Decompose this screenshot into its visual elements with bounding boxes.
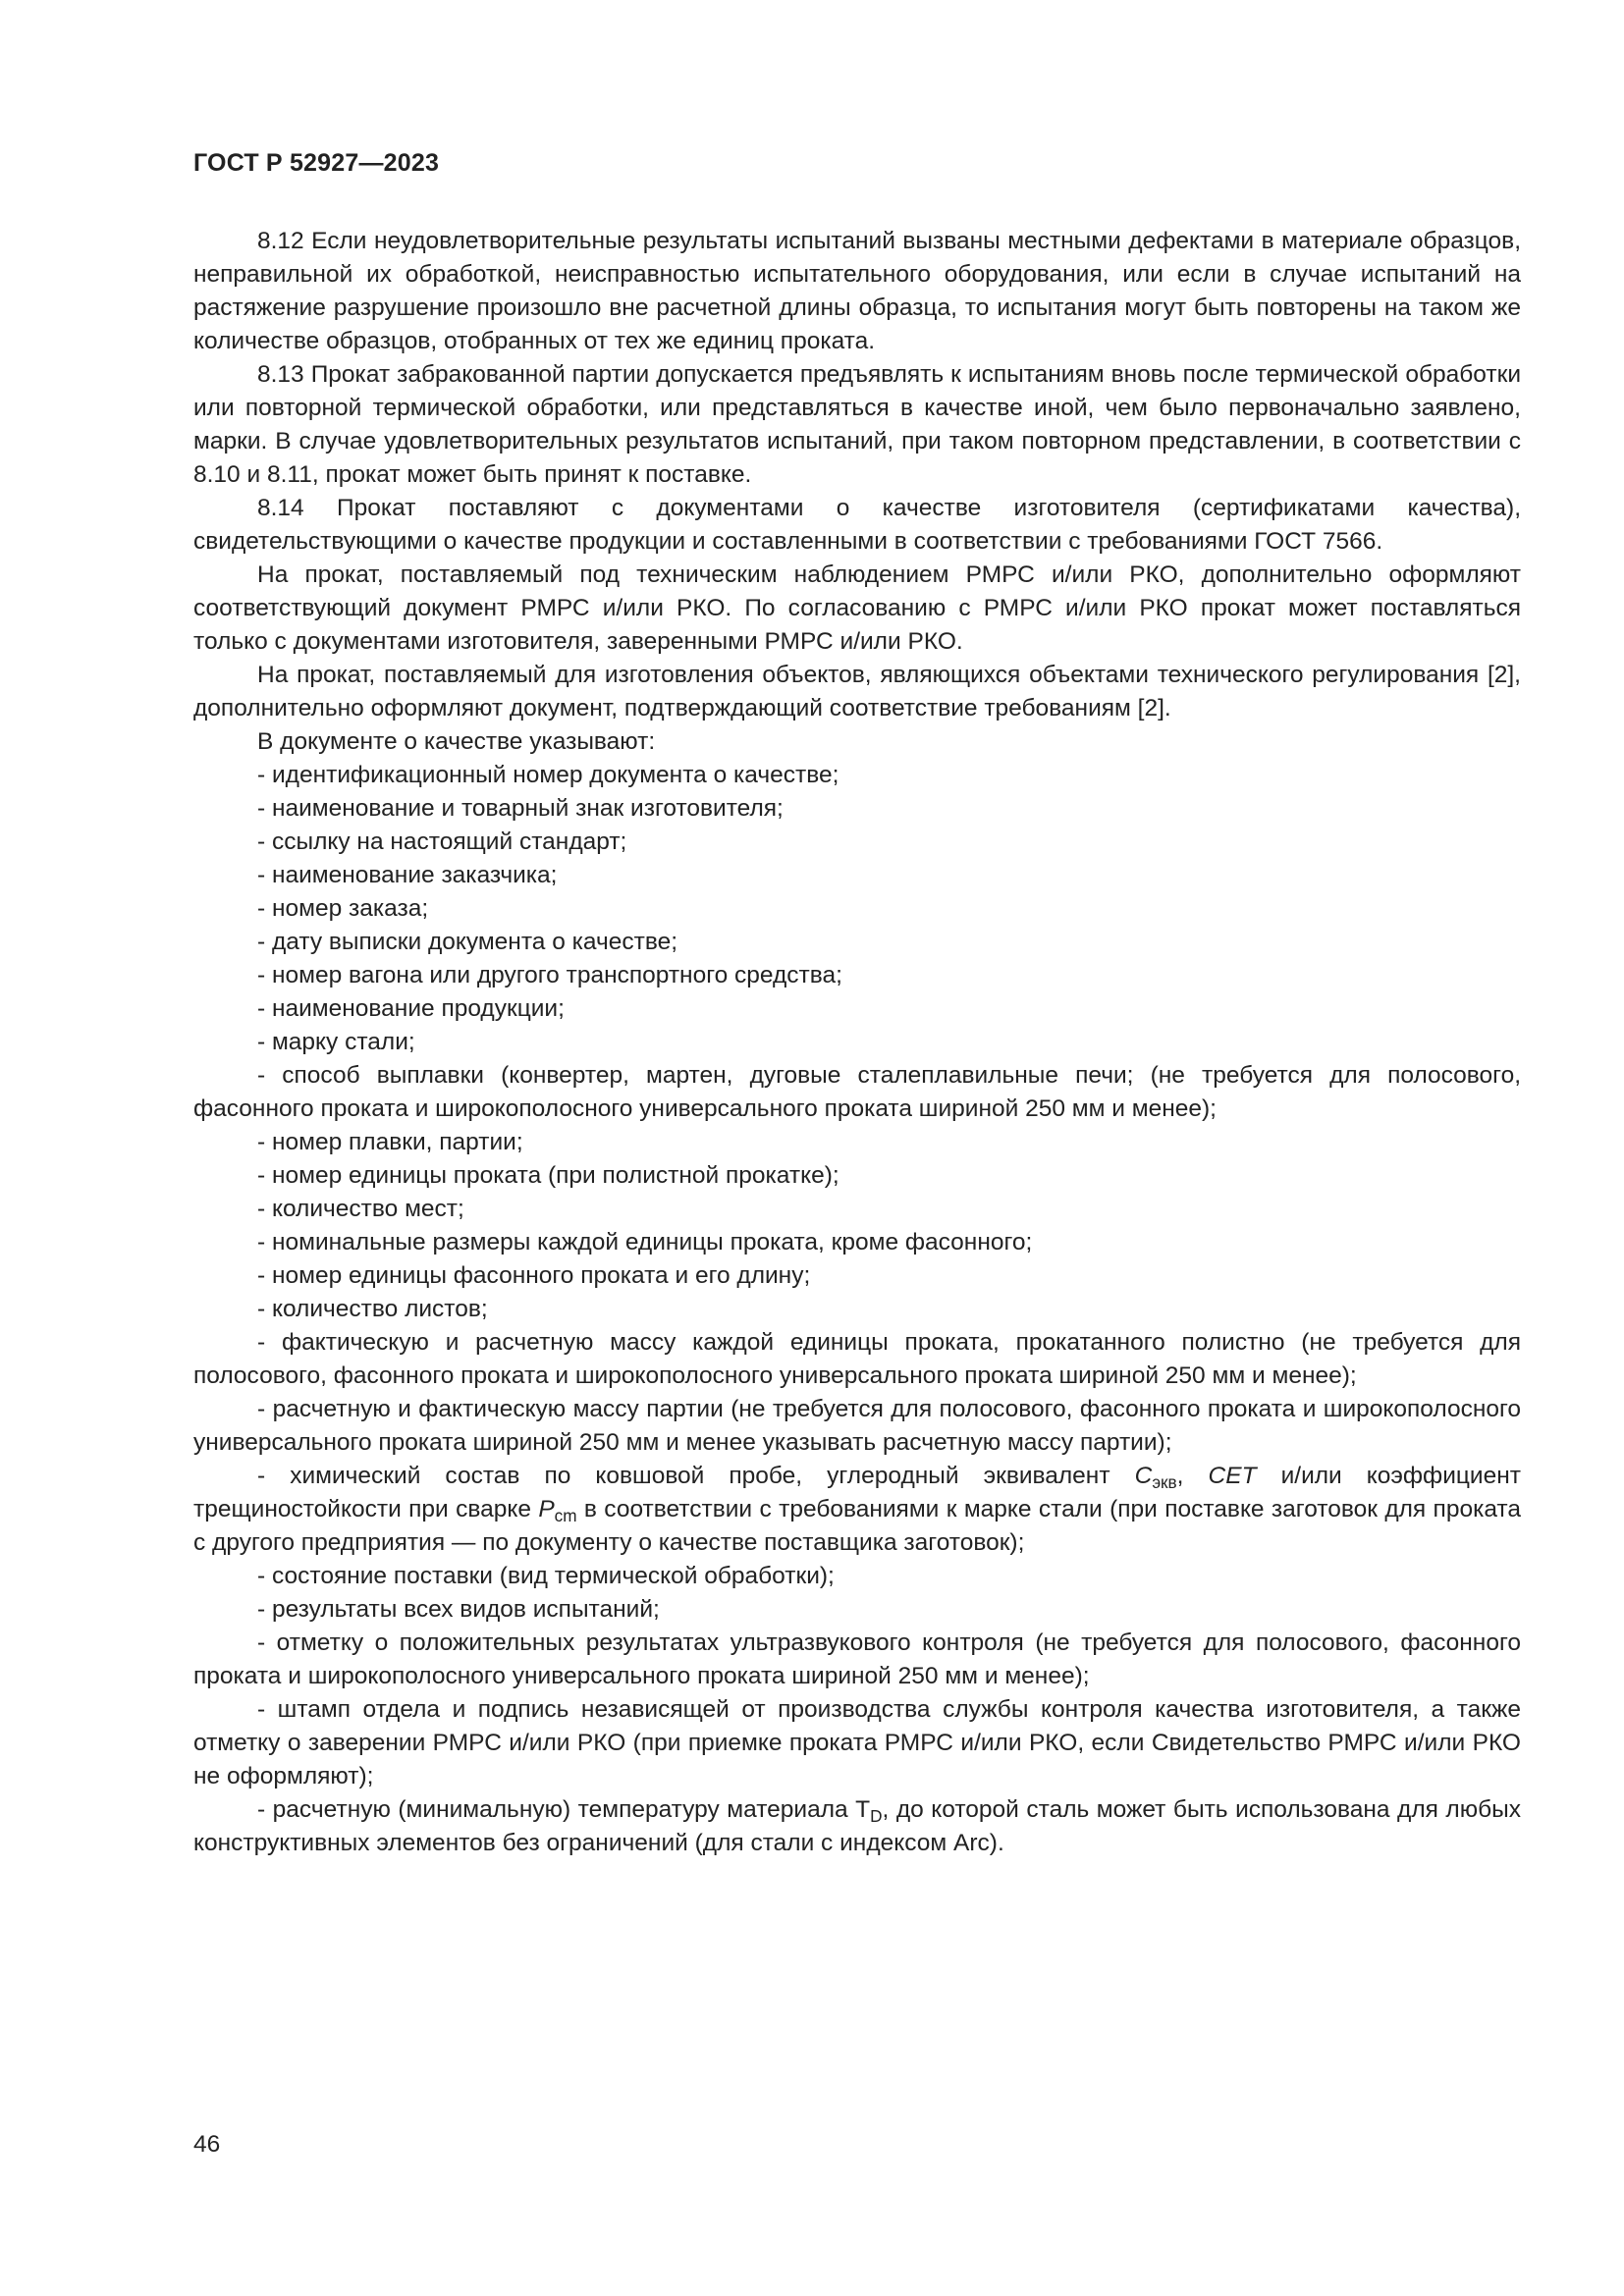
- list-item: - наименование продукции;: [257, 995, 565, 1022]
- list-item: - марку стали;: [257, 1029, 415, 1055]
- pcm-subscript: cm: [554, 1506, 577, 1526]
- list-item: - номер плавки, партии;: [257, 1129, 523, 1155]
- list-item: - отметку о положительных результатах ультразвукового контроля (не требуется для полосового, фасонного проката и широкополосного универсального проката шириной 250 мм и менее);: [193, 1629, 1521, 1689]
- temp-text-a: - расчетную (минимальную) температуру материала T: [257, 1796, 871, 1823]
- list-item: - расчетную и фактическую массу партии (не требуется для полосового, фасонного проката и широкополосного универсального проката шириной 250 мм и менее указывать расчетную массу партии);: [193, 1396, 1521, 1456]
- chem-text-a: - химический состав по ковшовой пробе, углеродный эквивалент: [257, 1463, 1135, 1489]
- list-item: - номер единицы фасонного проката и его длину;: [257, 1262, 811, 1289]
- list-item-chemical-composition: [193, 1460, 1521, 1560]
- paragraph-list-intro: В документе о качестве указывают:: [257, 728, 656, 755]
- list-item: - способ выплавки (конвертер, мартен, дуговые сталеплавильные печи; (не требуется для полосового, фасонного проката и широкополосного универсального проката шириной 250 мм и менее);: [193, 1062, 1521, 1122]
- page-number: 46: [193, 2131, 221, 2158]
- list-item: - дату выписки документа о качестве;: [257, 929, 678, 955]
- carbon-equivalent-subscript: экв: [1152, 1472, 1177, 1493]
- temp-subscript: D: [870, 1806, 883, 1827]
- list-item: - количество мест;: [257, 1196, 464, 1222]
- temp-text-b: , до которой сталь может быть использована для любых конструктивных элементов без ограничений (для стали с индексом Arc).: [193, 1796, 1521, 1856]
- document-body: [193, 225, 1521, 1860]
- chem-text-d: в соответствии с требованиями к марке стали (при поставке заготовок для проката с другого предприятия — по документу о качестве поставщика заготовок);: [193, 1496, 1521, 1556]
- list-item: - штамп отдела и подпись независящей от производства службы контроля качества изготовителя, а также отметку о заверении РМРС и/или РКО (при приемке проката РМРС и/или РКО, если Свидетельство РМРС и/или РКО не оформляют);: [193, 1696, 1521, 1789]
- list-item: - номинальные размеры каждой единицы проката, кроме фасонного;: [257, 1229, 1033, 1255]
- list-item: - фактическую и расчетную массу каждой единицы проката, прокатанного полистно (не требуется для полосового, фасонного проката и широкополосного универсального проката шириной 250 мм и менее);: [193, 1329, 1521, 1389]
- list-item-design-temperature: [193, 1793, 1521, 1860]
- cet-symbol: CET: [1208, 1463, 1257, 1489]
- chem-text-c: и/или коэффициент трещиностойкости при сварке: [193, 1463, 1521, 1522]
- list-item: - состояние поставки (вид термической обработки);: [257, 1563, 835, 1589]
- list-item: - номер единицы проката (при полистной прокатке);: [257, 1162, 839, 1189]
- list-item: - наименование заказчика;: [257, 862, 558, 888]
- paragraph-8-14: 8.14 Прокат поставляют с документами о качестве изготовителя (сертификатами качества), свидетельствующими о качестве продукции и составленными в соответствии с требованиями ГОСТ 7566.: [193, 495, 1521, 555]
- paragraph-8-12: 8.12 Если неудовлетворительные результаты испытаний вызваны местными дефектами в материале образцов, неправильной их обработкой, неисправностью испытательного оборудования, или если в случае испытаний на растяжение разрушение произошло вне расчетной длины образца, то испытания могут быть повторены на таком же количестве образцов, отобранных от тех же единиц проката.: [193, 228, 1521, 354]
- paragraph-regulation: На прокат, поставляемый для изготовления объектов, являющихся объектами технического регулирования [2], дополнительно оформляют документ, подтверждающий соответствие требованиям [2].: [193, 662, 1521, 721]
- list-item: - результаты всех видов испытаний;: [257, 1596, 660, 1623]
- list-item: - номер заказа;: [257, 895, 429, 922]
- paragraph-rmrs: На прокат, поставляемый под техническим наблюдением РМРС и/или РКО, дополнительно оформляют соответствующий документ РМРС и/или РКО. По согласованию с РМРС и/или РКО прокат может поставляться только с документами изготовителя, заверенными РМРС и/или РКО.: [193, 561, 1521, 655]
- list-item: - номер вагона или другого транспортного средства;: [257, 962, 842, 988]
- pcm-symbol: P: [538, 1496, 555, 1522]
- document-header: ГОСТ Р 52927—2023: [193, 149, 440, 177]
- list-item: - количество листов;: [257, 1296, 488, 1322]
- carbon-equivalent-symbol: C: [1134, 1463, 1153, 1489]
- list-item: - идентификационный номер документа о качестве;: [257, 762, 839, 788]
- chem-text-b: ,: [1176, 1463, 1209, 1489]
- list-item: - наименование и товарный знак изготовителя;: [257, 795, 784, 822]
- list-item: - ссылку на настоящий стандарт;: [257, 828, 627, 855]
- paragraph-8-13: 8.13 Прокат забракованной партии допускается предъявлять к испытаниям вновь после термической обработки или повторной термической обработки, или представляться в качестве иной, чем было первоначально заявлено, марки. В случае удовлетворительных результатов испытаний, при таком повторном представлении, в соответствии с 8.10 и 8.11, прокат может быть принят к поставке.: [193, 361, 1521, 488]
